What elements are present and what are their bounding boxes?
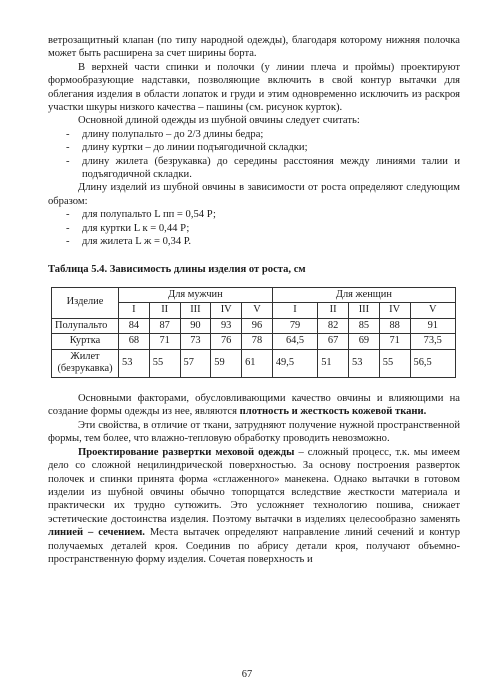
table-cell: 84 [119,318,150,334]
table-cell: 61 [242,349,273,377]
paragraph-top: ветрозащитный клапан (по типу народной одежды), благодаря которому нижняя полочка может быть расширена за счет ширины борта. [48,35,460,60]
table-row [52,349,456,377]
design-text-1: – сложный процесс, т.к. мы имеем дело со сложной нецилиндрической поверхностью. За основу построения разверток полочек и спинки принята форма «сглаженного» манекена. Однако вытачки в готовом изделии из шубной овчины обычно топорщатся вследствие жесткости материала и практически их трудно сутюжить. Это усложняет технологию пошива, снижает эстетические достоинства изделия. Поэтому вытачки в изделиях целесообразно заменять [48,446,461,525]
page-number: 67 [241,669,253,680]
table-cell: 73 [180,334,211,350]
paragraph-properties: Эти свойства, в отличие от ткани, затрудняют получение нужной пространственной формы, тем более, что влажно-тепловую обработку проводить невозможно. [48,419,460,445]
size-header: III [349,303,380,319]
factors-bold: плотность и жесткость кожевой ткани. [239,406,427,418]
list-item: - длину куртки – до линии подъягодичной складки; [66,141,460,154]
design-bold: Проектирование развертки меховой одежды [78,446,295,458]
row-label: Куртка [52,334,119,350]
length-table [51,287,456,379]
table-cell: 51 [318,349,349,377]
table-cell: 82 [318,318,349,334]
design-bold-2: линией – сечением. [48,527,145,539]
table-cell: 68 [119,334,150,350]
factors-text: Основными факторами, обусловливающими качество овчины и влияющими на создание формы одежды из нее, являются [48,393,460,418]
size-header: II [318,303,349,319]
table-cell: 91 [410,318,455,334]
table-cell: 55 [149,349,180,377]
table-cell: 55 [379,349,410,377]
table-cell: 59 [211,349,242,377]
table-cell: 90 [180,318,211,334]
table-cell: 79 [272,318,317,334]
size-header: I [272,303,317,319]
size-header: V [410,303,455,319]
table-cell: 64,5 [272,334,317,350]
length-list [48,128,460,182]
women-header: Для женщин [272,287,455,303]
list-item: - длину полупальто – до 2/3 длины бедра; [66,128,460,141]
paragraph-design [48,446,460,567]
size-header: III [180,303,211,319]
list-item: - для куртки L к = 0,44 Р; [66,222,460,235]
table-cell: 67 [318,334,349,350]
list-item: - длину жилета (безрукавка) до середины расстояния между линиями талии и подъягодичной складки. [66,155,460,182]
length-intro: Основной длиной одежды из шубной овчины следует считать: [78,115,360,127]
table-cell: 71 [379,334,410,350]
table-cell: 69 [349,334,380,350]
table-row [52,334,456,350]
table-cell: 96 [242,318,273,334]
men-header: Для мужчин [119,287,273,303]
design-text-2: Места вытачек определяют направление линий сечений и контур получаемых деталей кроя. Соединив по абрису детали кроя, получают объемно-пространственную форму изделия. Сочетая поверхность и [48,527,460,565]
size-header: II [149,303,180,319]
table-cell: 85 [349,318,380,334]
formula-list [48,208,460,248]
row-label: Полупальто [52,318,119,334]
table-caption: Таблица 5.4. Зависимость длины изделия от роста, см [48,263,306,275]
table-cell: 53 [349,349,380,377]
item-header: Изделие [52,287,119,318]
table-cell: 76 [211,334,242,350]
formula-intro: Длину изделий из шубной овчины в зависимости от роста определяют следующим образом: [48,182,460,207]
table-header-row [52,287,456,303]
list-item: - для полупальто L пп = 0,54 Р; [66,208,460,221]
table-cell: 53 [119,349,150,377]
size-header: V [242,303,273,319]
size-header: IV [211,303,242,319]
paragraph-factors [48,392,460,419]
size-header: I [119,303,150,319]
size-header: IV [379,303,410,319]
table-cell: 87 [149,318,180,334]
list-item: - для жилета L ж = 0,34 Р. [66,235,460,248]
table-cell: 93 [211,318,242,334]
table-cell: 57 [180,349,211,377]
table-cell: 49,5 [272,349,317,377]
table-cell: 73,5 [410,334,455,350]
paragraph-upper-part: В верхней части спинки и полочки (у линии плеча и проймы) проектируют формообразующие надставки, позволяющие включить в свой контур вытачки для облегания изделия в области лопаток и груди и этим одновременно исключить из раскроя участки шкуры низкого качества – пашины (см. рисунок курток). [48,61,460,114]
row-label: Жилет (безрукавка) [52,349,119,377]
table-cell: 88 [379,318,410,334]
table-cell: 56,5 [410,349,455,377]
table-cell: 78 [242,334,273,350]
table-row [52,318,456,334]
table-cell: 71 [149,334,180,350]
